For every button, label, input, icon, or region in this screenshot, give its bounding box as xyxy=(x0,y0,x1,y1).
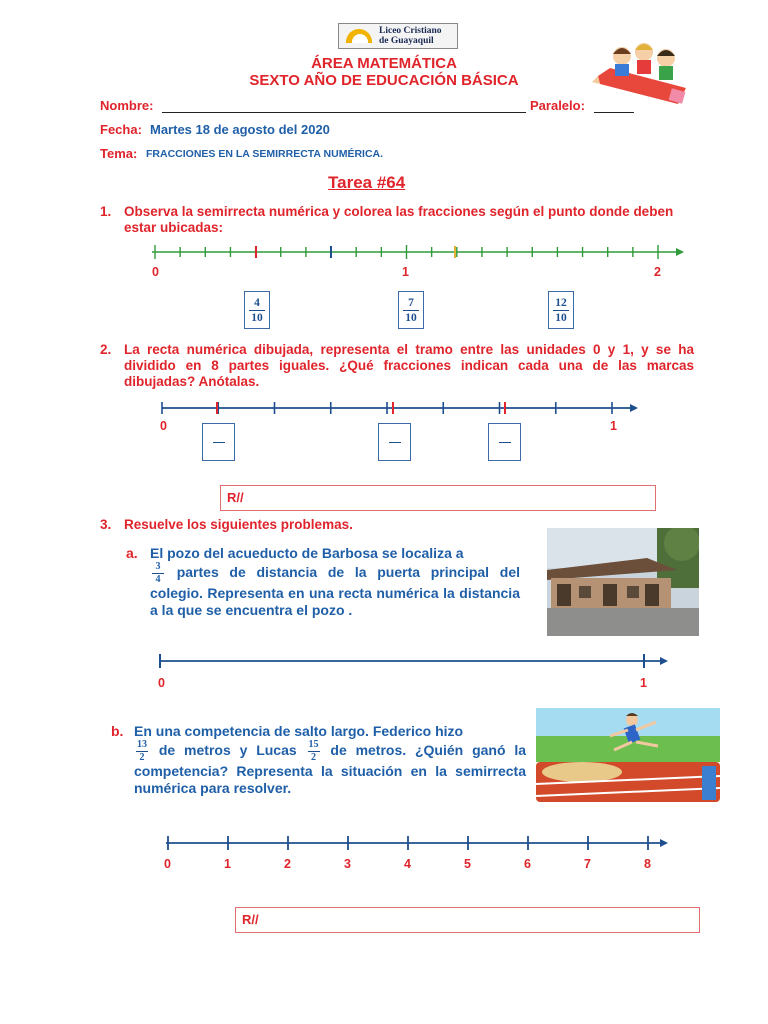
problem-a-fraction xyxy=(152,562,164,585)
q1-colored-marks xyxy=(256,246,455,258)
parallel-field[interactable] xyxy=(594,100,634,113)
name-label: Nombre: xyxy=(100,98,154,113)
fraction-box-7-10[interactable] xyxy=(398,291,424,329)
question-3-number: 3. xyxy=(100,517,112,532)
problem-b-fraction-1 xyxy=(136,740,148,763)
q3b-label-0: 0 xyxy=(164,857,171,871)
blank-fraction-box-1[interactable] xyxy=(202,423,235,461)
q3b-number-line xyxy=(166,839,668,847)
fraction-numerator: 15 xyxy=(308,739,319,750)
problem-a-text-2: partes de distancia de la puerta principal del colegio. Representa en una recta numérica la distancia a la que se encuentra el pozo . xyxy=(150,564,520,618)
problem-b-text-1: En una competencia de salto largo. Federico hizo xyxy=(134,723,464,739)
blank-fraction-box-2[interactable] xyxy=(378,423,411,461)
long-jump-illustration xyxy=(532,706,724,806)
school-building-photo xyxy=(547,528,699,636)
name-field[interactable] xyxy=(162,100,526,113)
grade-title: SEXTO AÑO DE EDUCACIÓN BÁSICA xyxy=(249,72,519,89)
q3b-label-6: 6 xyxy=(524,857,531,871)
problem-b-text-2: de metros y Lucas xyxy=(158,742,297,759)
question-1-text: Observa la semirrecta numérica y colorea las fracciones según el punto donde deben estar ubicadas: xyxy=(124,204,674,235)
q1-label-0: 0 xyxy=(152,265,159,279)
task-title: Tarea #64 xyxy=(328,173,406,192)
logo-text-line-1: Liceo Cristiano xyxy=(379,26,442,36)
problem-b-fraction-2 xyxy=(308,740,320,763)
logo-emblem-icon xyxy=(342,25,376,47)
q3a-label-0: 0 xyxy=(158,676,165,690)
blank-fraction-box-3[interactable] xyxy=(488,423,521,461)
q2-answer-label: R// xyxy=(227,490,244,505)
fraction-numerator: 7 xyxy=(408,296,414,309)
problem-a-text xyxy=(150,545,520,619)
fraction-numerator: 13 xyxy=(137,739,147,750)
problem-b-letter: b. xyxy=(111,723,124,739)
problem-b-text-3: de metros. ¿Quién ganó la competencia? Representa la situación en la semirrecta numérica para resolver. xyxy=(134,742,527,796)
fraction-numerator: 4 xyxy=(254,296,260,309)
q3a-number-line xyxy=(160,654,668,668)
date-label: Fecha: xyxy=(100,122,142,137)
q3b-label-2: 2 xyxy=(284,857,291,871)
fraction-box-12-10[interactable] xyxy=(548,291,574,329)
fraction-denominator: 10 xyxy=(251,311,263,324)
q2-label-1: 1 xyxy=(610,419,617,433)
q2-number-line xyxy=(162,404,638,412)
problem-b-text xyxy=(134,723,526,797)
fraction-denominator: 2 xyxy=(311,752,317,763)
fraction-denominator: 10 xyxy=(555,311,567,324)
q3b-label-1: 1 xyxy=(224,857,231,871)
fraction-denominator: 4 xyxy=(155,574,161,585)
q2-colored-marks xyxy=(217,402,505,414)
school-logo xyxy=(338,23,458,49)
question-2-number: 2. xyxy=(100,342,112,357)
question-1-number: 1. xyxy=(100,204,112,219)
q2-label-0: 0 xyxy=(160,419,167,433)
question-2-text: La recta numérica dibujada, representa el tramo entre las unidades 0 y 1, y se ha dividido en 8 partes iguales. ¿Qué fracciones indican cada una de las marcas dibujadas? Anótalas. xyxy=(124,342,694,389)
parallel-label: Paralelo: xyxy=(530,98,585,113)
q3b-label-8: 8 xyxy=(644,857,651,871)
q3b-answer-box[interactable] xyxy=(235,907,700,933)
q3b-label-7: 7 xyxy=(584,857,591,871)
topic-label: Tema: xyxy=(100,146,138,161)
q1-label-1: 1 xyxy=(402,265,409,279)
q1-number-line xyxy=(152,248,684,256)
q2-answer-box[interactable] xyxy=(220,485,656,511)
fraction-denominator: 2 xyxy=(139,752,145,763)
fraction-numerator: 12 xyxy=(555,296,567,309)
problem-a-letter: a. xyxy=(126,545,138,561)
problem-a-text-1: El pozo del acueducto de Barbosa se localiza a xyxy=(150,545,464,561)
area-title: ÁREA MATEMÁTICA xyxy=(311,55,457,72)
question-3-text: Resuelve los siguientes problemas. xyxy=(124,517,353,532)
date-value: Martes 18 de agosto del 2020 xyxy=(150,122,330,137)
q3b-label-5: 5 xyxy=(464,857,471,871)
fraction-denominator: 10 xyxy=(405,311,417,324)
q1-label-2: 2 xyxy=(654,265,661,279)
fraction-numerator: 3 xyxy=(155,561,161,572)
q3b-answer-label: R// xyxy=(242,912,259,927)
topic-value: FRACCIONES EN LA SEMIRRECTA NUMÉRICA. xyxy=(146,148,384,160)
fraction-box-4-10[interactable] xyxy=(244,291,270,329)
q3a-label-1: 1 xyxy=(640,676,647,690)
q3b-label-3: 3 xyxy=(344,857,351,871)
logo-text-line-2: de Guayaquil xyxy=(379,36,434,46)
q3b-label-4: 4 xyxy=(404,857,411,871)
